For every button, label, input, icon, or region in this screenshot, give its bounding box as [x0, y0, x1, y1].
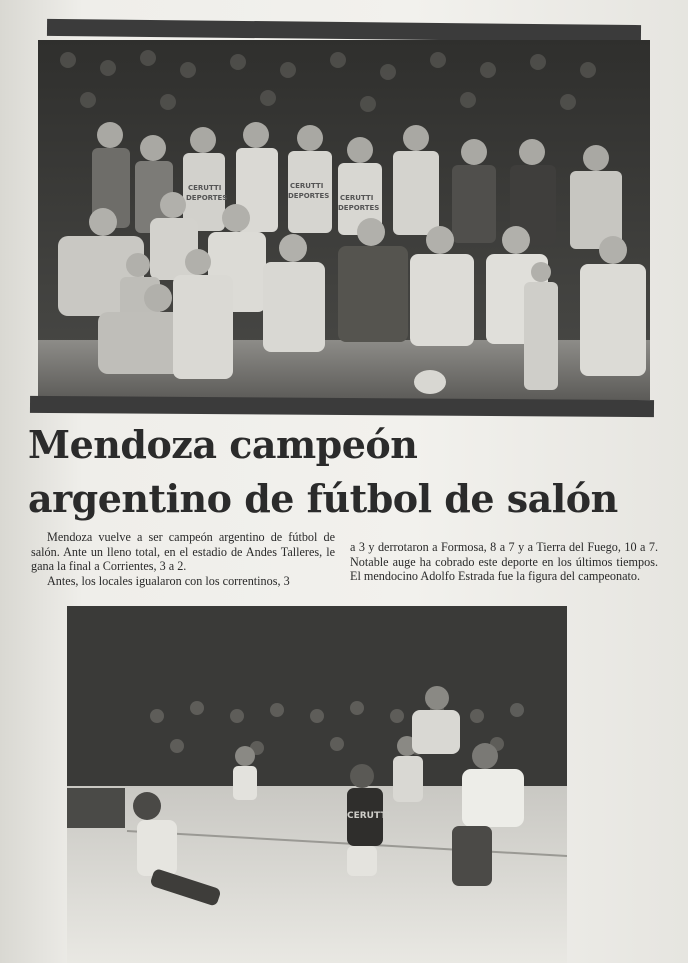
team-photo-image — [38, 40, 650, 400]
team-photo — [38, 40, 650, 400]
headline-line-1: Mendoza campeón — [28, 422, 418, 467]
team-shirt-text-4: DEPORTES — [288, 192, 330, 200]
match-photo — [67, 606, 567, 963]
team-shirt-text-1: CERUTTI — [188, 184, 222, 192]
body-paragraph-2: Antes, los locales igualaron con los correntinos, 3 — [47, 573, 290, 588]
body-column-right — [350, 540, 658, 584]
team-shirt-text-5: CERUTTI — [340, 194, 374, 202]
team-shirt-text-3: CERUTTI — [290, 182, 324, 190]
body-paragraph-3: a 3 y derrotaron a Formosa, 8 a 7 y a Tierra del Fuego, 10 a 7. Notable auge ha cobrado este deporte en los últimos tiempos. El mendocino Adolfo Estrada fue la figura del campeonato. — [350, 540, 658, 583]
match-photo-image — [67, 606, 567, 963]
team-shirt-text-6: DEPORTES — [338, 204, 380, 212]
headline-line-2: argentino de fútbol de salón — [28, 476, 618, 521]
match-jersey-text: CERUTTI — [347, 811, 390, 821]
body-paragraph-1: Mendoza vuelve a ser campeón argentino de fútbol de salón. Ante un lleno total, en el estadio de Andes Talleres, le gana la final a Corrientes, 3 a 2. — [31, 530, 335, 573]
team-shirt-text-2: DEPORTES — [186, 194, 228, 202]
body-column-left — [31, 530, 335, 588]
